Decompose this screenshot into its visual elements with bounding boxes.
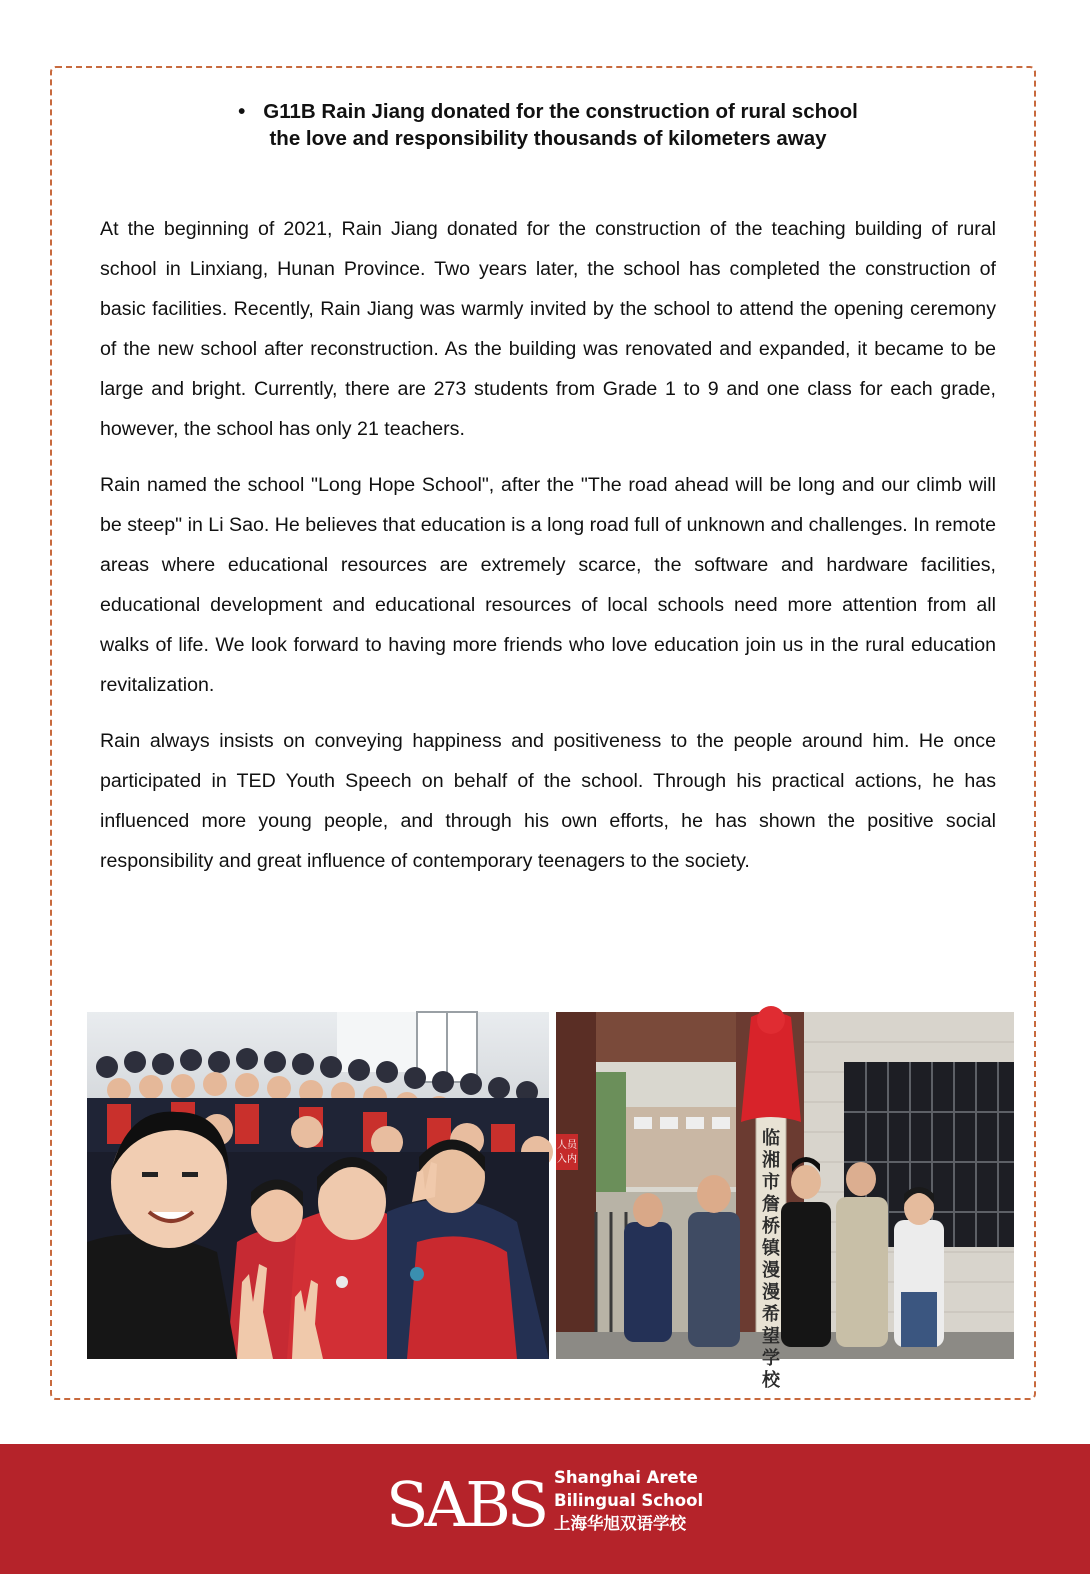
photo-school-plaque-image [556,1012,1014,1391]
article-body [100,209,996,897]
plaque-character: 望 [762,1326,780,1347]
paragraph-1: At the beginning of 2021, Rain Jiang donated for the construction of the teaching building of rural school in Linxiang, Hunan Province. Two years later, the school has completed the construction of basic facilities. Recently, Rain Jiang was warmly invited by the school to attend the opening ceremony of the new school after reconstruction. As the building was renovated and expanded, it became to be large and bright. Currently, there are 273 students from Grade 1 to 9 and one class for each grade, however, the school has only 21 teachers. [100,218,996,440]
school-name-block [554,1466,703,1535]
plaque-character: 临 [762,1128,780,1149]
logo-letters: SABS [386,1468,546,1541]
plaque-character: 桥 [762,1216,780,1237]
plaque-character: 漫 [762,1260,780,1281]
heading-line-2: the love and responsibility thousands of kilometers away [269,127,827,150]
door-sign-text-2: 入内 [557,1154,577,1165]
school-name-cn: 上海华旭双语学校 [554,1514,686,1533]
heading-line-1-text: G11B Rain Jiang donated for the construction of rural school [263,100,858,123]
bullet-icon: • [238,100,246,123]
plaque-character: 希 [762,1304,780,1325]
school-name-en-line1: Shanghai Arete [554,1468,698,1487]
door-sign-text-1: 人员 [557,1140,577,1151]
paragraph-3: Rain always insists on conveying happiness and positiveness to the people around him. He once participated in TED Youth Speech on behalf of the school. Through his practical actions, he has influenced more young people, and through his own efforts, he has shown the positive social responsibility and great influence of contemporary teenagers to the society. [100,730,996,872]
plaque-character: 詹 [762,1194,780,1215]
heading-line-1 [100,98,996,125]
photo-students-selfie-image [87,1012,549,1359]
school-logo-mark [384,1468,546,1541]
plaque-character: 湘 [762,1150,780,1171]
school-name-en-line2: Bilingual School [554,1491,704,1510]
plaque-character: 市 [762,1172,780,1193]
plaque-character: 校 [762,1370,780,1391]
paragraph-2: Rain named the school "Long Hope School", after the "The road ahead will be long and our climb will be steep" in Li Sao. He believes that education is a long road full of unknown and challenges. In remote areas where educational resources are extremely scarce, the software and hardware facilities, educational development and educational resources of local schools need more attention from all walks of life. We look forward to having more friends who love education join us in the rural education revitalization. [100,474,996,696]
photo-school-plaque-unveiling [556,1012,1014,1391]
article-heading [100,98,996,152]
plaque-character: 镇 [762,1238,780,1259]
photo-students-selfie [87,1012,549,1359]
plaque-character: 学 [762,1348,780,1369]
plaque-character: 漫 [762,1282,780,1303]
footer-banner [0,1444,1090,1574]
